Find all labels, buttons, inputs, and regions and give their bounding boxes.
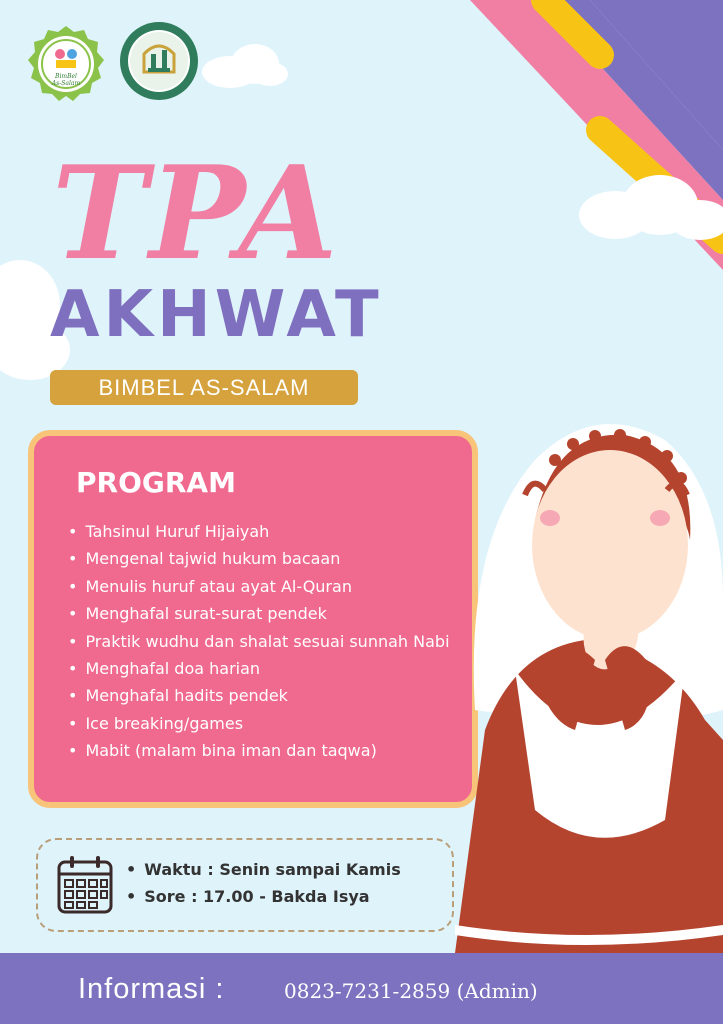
logo-lettering: As-Salam — [51, 80, 81, 87]
program-list — [68, 518, 450, 765]
list-item: • Praktik wudhu dan shalat sesuai sunnah Nabi — [68, 628, 450, 655]
bimbel-pill: BIMBEL AS-SALAM — [50, 370, 358, 405]
cloud-icon — [575, 170, 723, 250]
list-item: • Menghafal surat-surat pendek — [68, 600, 450, 627]
bimbel-logo — [26, 24, 106, 104]
list-item: • Menulis huruf atau ayat Al-Quran — [68, 573, 450, 600]
list-item: • Mabit (malam bina iman dan taqwa) — [68, 737, 450, 764]
schedule-card — [36, 838, 454, 932]
info-phone[interactable]: 0823-7231-2859 (Admin) — [284, 979, 538, 1003]
mosque-logo — [118, 20, 200, 102]
list-item: • Ice breaking/games — [68, 710, 450, 737]
list-item: • Menghafal hadits pendek — [68, 682, 450, 709]
title-tpa: TPA — [52, 139, 340, 289]
cloud-icon — [200, 40, 290, 90]
list-item: • Tahsinul Huruf Hijaiyah — [68, 518, 450, 545]
list-item: • Menghafal doa harian — [68, 655, 450, 682]
schedule-item: • Sore : 17.00 - Bakda Isya — [126, 883, 401, 910]
list-item: • Mengenal tajwid hukum bacaan — [68, 545, 450, 572]
program-card — [28, 430, 478, 808]
info-label: Informasi : — [78, 973, 225, 1005]
footer — [0, 953, 723, 1024]
schedule-item: • Waktu : Senin sampai Kamis — [126, 856, 401, 883]
hijab-girl-illustration — [455, 400, 723, 953]
schedule-list — [126, 856, 401, 910]
calendar-icon — [56, 854, 114, 916]
title-akhwat: AKHWAT — [50, 278, 383, 352]
logo-lettering: BimBel — [55, 73, 77, 80]
program-heading: PROGRAM — [76, 466, 236, 499]
